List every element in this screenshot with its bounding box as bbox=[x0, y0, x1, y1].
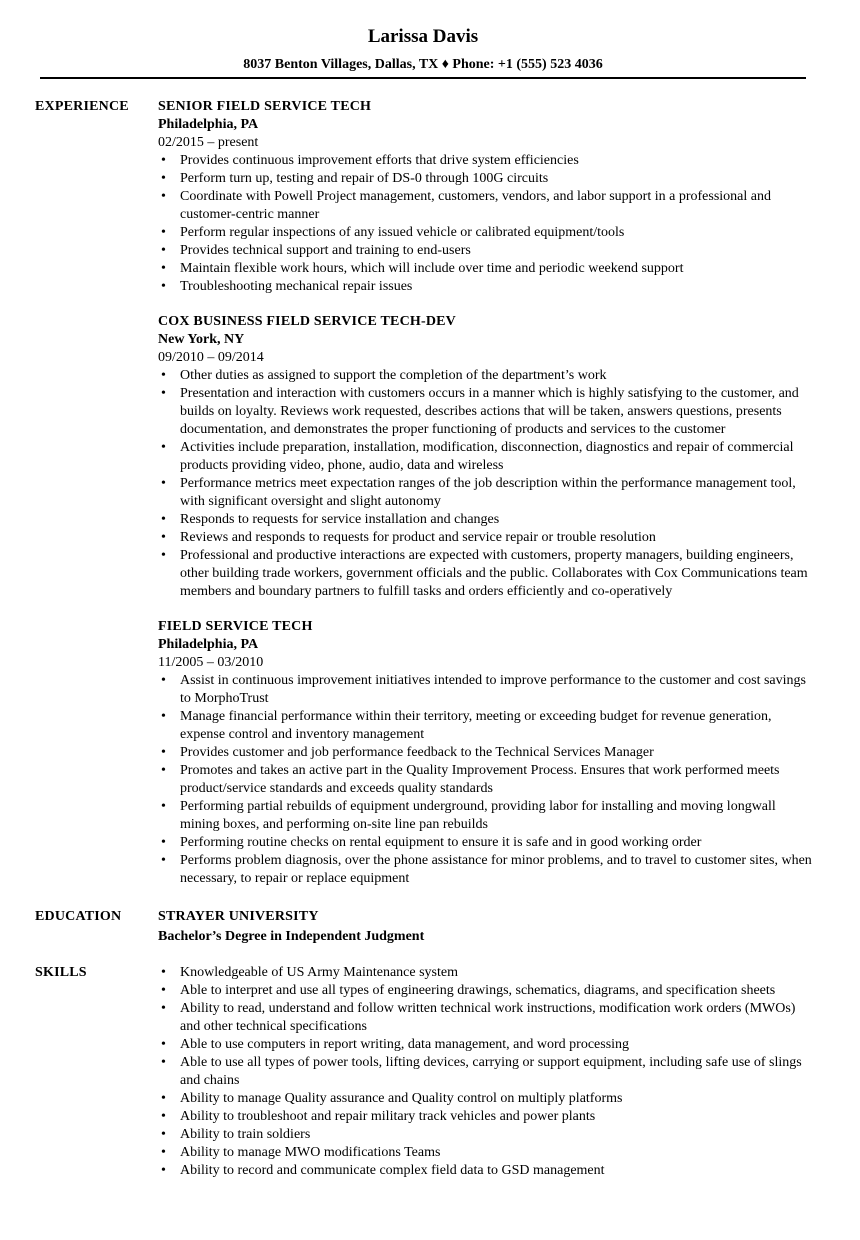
bullet-icon: • bbox=[161, 965, 166, 980]
experience-list bbox=[158, 98, 818, 888]
bullet-text: Assist in continuous improvement initiatives intended to improve performance to the customer and cost savings to MorphoTrust bbox=[180, 673, 806, 706]
skill-item bbox=[158, 1000, 818, 1036]
job-title: SENIOR FIELD SERVICE TECH bbox=[158, 99, 372, 114]
bullet-text: Perform turn up, testing and repair of DS-0 through 100G circuits bbox=[180, 171, 549, 186]
skill-text: Ability to manage MWO modifications Teams bbox=[180, 1145, 441, 1160]
job-bullet bbox=[158, 834, 818, 852]
skill-item bbox=[158, 1054, 818, 1090]
skill-item bbox=[158, 982, 818, 1000]
bullet-icon: • bbox=[161, 171, 166, 186]
bullet-icon: • bbox=[161, 763, 166, 778]
bullet-icon: • bbox=[161, 153, 166, 168]
job-bullet bbox=[158, 242, 818, 260]
bullet-text: Maintain flexible work hours, which will include over time and periodic weekend support bbox=[180, 261, 684, 276]
skill-text: Knowledgeable of US Army Maintenance system bbox=[180, 965, 458, 980]
skill-text: Able to interpret and use all types of engineering drawings, schematics, diagrams, and specification sheets bbox=[180, 983, 776, 998]
bullet-icon: • bbox=[161, 440, 166, 455]
bullet-icon: • bbox=[161, 243, 166, 258]
job-bullet bbox=[158, 529, 818, 547]
bullet-text: Performing partial rebuilds of equipment underground, providing labor for installing and moving longwall mining boxes, and performing on-site line pan rebuilds bbox=[180, 799, 776, 832]
bullet-icon: • bbox=[161, 548, 166, 563]
job-bullet bbox=[158, 260, 818, 278]
skill-item bbox=[158, 964, 818, 982]
skill-text: Able to use computers in report writing, data management, and word processing bbox=[180, 1037, 630, 1052]
bullet-text: Performing routine checks on rental equipment to ensure it is safe and in good working order bbox=[180, 835, 702, 850]
job-entry bbox=[158, 618, 818, 888]
bullet-icon: • bbox=[161, 476, 166, 491]
job-bullet bbox=[158, 762, 818, 798]
bullet-icon: • bbox=[161, 673, 166, 688]
bullet-icon: • bbox=[161, 1109, 166, 1124]
bullet-text: Perform regular inspections of any issued vehicle or calibrated equipment/tools bbox=[180, 225, 625, 240]
bullet-icon: • bbox=[161, 261, 166, 276]
bullet-text: Troubleshooting mechanical repair issues bbox=[180, 279, 413, 294]
job-bullet bbox=[158, 798, 818, 834]
skills-list bbox=[158, 964, 818, 1180]
skill-bullets bbox=[158, 964, 818, 1180]
bullet-text: Provides continuous improvement efforts that drive system efficiencies bbox=[180, 153, 579, 168]
job-entry bbox=[158, 98, 818, 296]
bullet-icon: • bbox=[161, 799, 166, 814]
job-bullet bbox=[158, 708, 818, 744]
job-dates: 09/2010 – 09/2014 bbox=[158, 350, 264, 365]
bullet-text: Reviews and responds to requests for product and service repair or trouble resolution bbox=[180, 530, 656, 545]
bullet-icon: • bbox=[161, 835, 166, 850]
job-location: Philadelphia, PA bbox=[158, 637, 259, 652]
bullet-icon: • bbox=[161, 1055, 166, 1070]
bullet-icon: • bbox=[161, 225, 166, 240]
bullet-text: Other duties as assigned to support the completion of the department’s work bbox=[180, 368, 607, 383]
bullet-text: Manage financial performance within their territory, meeting or exceeding budget for revenue generation, expense control and inventory management bbox=[180, 709, 772, 742]
bullet-icon: • bbox=[161, 1145, 166, 1160]
school-name: STRAYER UNIVERSITY bbox=[158, 909, 319, 924]
job-bullet bbox=[158, 152, 818, 170]
skills-section bbox=[0, 964, 860, 1180]
job-dates: 11/2005 – 03/2010 bbox=[158, 655, 264, 670]
contact-info: 8037 Benton Villages, Dallas, TX ♦ Phone: +1 (555) 523 4036 bbox=[243, 57, 603, 72]
skill-text: Able to use all types of power tools, lifting devices, carrying or support equipment, including safe use of slings and chains bbox=[180, 1055, 802, 1088]
job-location: Philadelphia, PA bbox=[158, 117, 259, 132]
job-bullet bbox=[158, 170, 818, 188]
candidate-name: Larissa Davis bbox=[367, 26, 479, 47]
education-entry bbox=[158, 908, 818, 946]
bullet-icon: • bbox=[161, 1001, 166, 1016]
job-bullet bbox=[158, 547, 818, 601]
section-label-education: EDUCATION bbox=[35, 909, 122, 924]
job-title: COX BUSINESS FIELD SERVICE TECH-DEV bbox=[158, 314, 456, 329]
bullet-text: Performs problem diagnosis, over the phone assistance for minor problems, and to travel to customer sites, when necessary, to repair or replace equipment bbox=[180, 853, 812, 886]
bullet-icon: • bbox=[161, 853, 166, 868]
job-location: New York, NY bbox=[158, 332, 245, 347]
skill-item bbox=[158, 1090, 818, 1108]
job-bullet bbox=[158, 744, 818, 762]
skill-text: Ability to record and communicate complex field data to GSD management bbox=[180, 1163, 605, 1178]
job-bullets bbox=[158, 367, 818, 601]
bullet-icon: • bbox=[161, 386, 166, 401]
bullet-icon: • bbox=[161, 1091, 166, 1106]
skill-text: Ability to troubleshoot and repair military track vehicles and power plants bbox=[180, 1109, 596, 1124]
bullet-icon: • bbox=[161, 1127, 166, 1142]
bullet-text: Provides customer and job performance feedback to the Technical Services Manager bbox=[180, 745, 654, 760]
skill-item bbox=[158, 1108, 818, 1126]
skill-item bbox=[158, 1036, 818, 1054]
bullet-icon: • bbox=[161, 512, 166, 527]
bullet-icon: • bbox=[161, 279, 166, 294]
skill-item bbox=[158, 1144, 818, 1162]
bullet-icon: • bbox=[161, 983, 166, 998]
job-bullets bbox=[158, 672, 818, 888]
education-section bbox=[0, 908, 860, 964]
job-bullet bbox=[158, 511, 818, 529]
job-bullet bbox=[158, 224, 818, 242]
job-bullet bbox=[158, 188, 818, 224]
job-entry bbox=[158, 313, 818, 601]
section-label-experience: EXPERIENCE bbox=[35, 99, 129, 114]
job-bullet bbox=[158, 385, 818, 439]
skill-text: Ability to read, understand and follow written technical work instructions, modification work orders (MWOs) and other technical specifications bbox=[180, 1001, 796, 1034]
bullet-text: Provides technical support and training to end-users bbox=[180, 243, 471, 258]
job-bullet bbox=[158, 367, 818, 385]
degree-name: Bachelor’s Degree in Independent Judgment bbox=[158, 929, 425, 944]
bullet-text: Activities include preparation, installation, modification, disconnection, diagnostics and repair of commercial products providing video, phone, audio, data and wireless bbox=[180, 440, 794, 473]
job-title: FIELD SERVICE TECH bbox=[158, 619, 313, 634]
job-dates: 02/2015 – present bbox=[158, 135, 259, 150]
bullet-icon: • bbox=[161, 530, 166, 545]
bullet-text: Presentation and interaction with customers occurs in a manner which is highly satisfying to the customer, and builds on loyalty. Reviews work requested, describes actions that will be taken, answers questions, presents documentation, and demonstrates the proper functioning of products and services to the customer bbox=[180, 386, 799, 437]
skill-text: Ability to manage Quality assurance and Quality control on multiply platforms bbox=[180, 1091, 623, 1106]
skill-item bbox=[158, 1126, 818, 1144]
bullet-text: Responds to requests for service installation and changes bbox=[180, 512, 500, 527]
skill-text: Ability to train soldiers bbox=[180, 1127, 311, 1142]
job-bullet bbox=[158, 672, 818, 708]
job-bullet bbox=[158, 439, 818, 475]
job-bullet bbox=[158, 278, 818, 296]
job-bullet bbox=[158, 852, 818, 888]
bullet-text: Performance metrics meet expectation ranges of the job description within the performance management tool, with significant oversight and slight autonomy bbox=[180, 476, 796, 509]
resume-body bbox=[0, 98, 860, 1180]
job-bullet bbox=[158, 475, 818, 511]
bullet-icon: • bbox=[161, 745, 166, 760]
header-divider bbox=[40, 77, 806, 79]
bullet-text: Promotes and takes an active part in the Quality Improvement Process. Ensures that work performed meets product/service standards and exceeds quality standards bbox=[180, 763, 780, 796]
bullet-icon: • bbox=[161, 189, 166, 204]
bullet-text: Coordinate with Powell Project management, customers, vendors, and labor support in a professional and customer-centric manner bbox=[180, 189, 771, 222]
bullet-text: Professional and productive interactions are expected with customers, property managers, building engineers, other building trade workers, government officials and the public. Collaborates with Cox Communications team members and boundary partners to fulfill tasks and orders efficiently and co-operatively bbox=[180, 548, 808, 599]
experience-section bbox=[0, 98, 860, 908]
resume-header bbox=[40, 24, 806, 74]
bullet-icon: • bbox=[161, 709, 166, 724]
skill-item bbox=[158, 1162, 818, 1180]
bullet-icon: • bbox=[161, 368, 166, 383]
bullet-icon: • bbox=[161, 1163, 166, 1178]
bullet-icon: • bbox=[161, 1037, 166, 1052]
section-label-skills: SKILLS bbox=[35, 965, 87, 980]
job-bullets bbox=[158, 152, 818, 296]
